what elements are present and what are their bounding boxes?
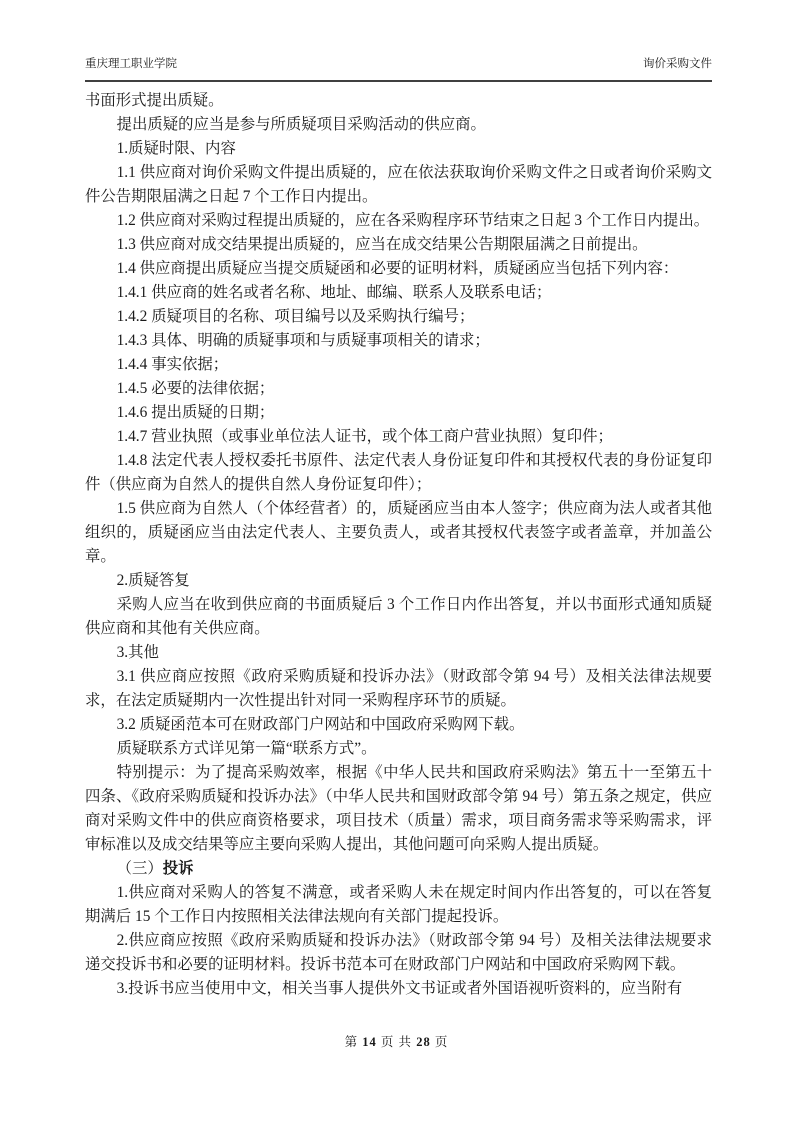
- paragraph: 提出质疑的应当是参与所质疑项目采购活动的供应商。: [116, 116, 486, 133]
- paragraph-continuation: 书面形式提出质疑。: [85, 92, 224, 109]
- header-right-text: 询价采购文件: [643, 58, 712, 70]
- clause-1-4-5: 1.4.5 必要的法律依据；: [116, 380, 275, 397]
- clause-1-4-8: 1.4.8 法定代表人授权委托书原件、法定代表人身份证复印件和其授权代表的身份证复印件（供应商为自然人的提供自然人身份证复印件）；: [85, 452, 712, 493]
- clause-1-5: 1.5 供应商为自然人（个体经营者）的，质疑函应当由本人签字；供应商为法人或者其他组织的，质疑函应当由法定代表人、主要负责人，或者其授权代表签字或者盖章，并加盖公章。: [85, 500, 712, 565]
- document-body: [85, 89, 712, 1001]
- numbered-heading-1: 1.质疑时限、内容: [116, 140, 236, 157]
- clause-1-4-3: 1.4.3 具体、明确的质疑事项和与质疑事项相关的请求；: [116, 332, 490, 349]
- clause-1-4-4: 1.4.4 事实依据；: [116, 356, 229, 373]
- clause-1-4: 1.4 供应商提出质疑应当提交质疑函和必要的证明材料，质疑函应当包括下列内容：: [116, 260, 679, 277]
- clause-1-4-7: 1.4.7 营业执照（或事业单位法人证书，或个体工商户营业执照）复印件；: [116, 428, 613, 445]
- clause-1-2: 1.2 供应商对采购过程提出质疑的，应在各采购程序环节结束之日起 3 个工作日内提出。: [116, 212, 710, 229]
- complaint-clause-3: 3.投诉书应当使用中文，相关当事人提供外文书证或者外国语视听资料的，应当附有: [116, 980, 683, 997]
- complaint-clause-2: 2.供应商应按照《政府采购质疑和投诉办法》（财政部令第 94 号）及相关法律法规要求递交投诉书和必要的证明材料。投诉书范本可在财政部门户网站和中国政府采购网下载。: [85, 932, 712, 973]
- numbered-heading-2: 2.质疑答复: [116, 572, 190, 589]
- clause-1-4-6: 1.4.6 提出质疑的日期；: [116, 404, 275, 421]
- numbered-heading-3: 3.其他: [116, 644, 159, 661]
- page-number: 第 14 页 共 28 页: [344, 1035, 449, 1049]
- header-left-text: 重庆理工职业学院: [85, 58, 177, 70]
- page-footer: [0, 1032, 793, 1050]
- complaint-clause-1: 1.供应商对采购人的答复不满意，或者采购人未在规定时间内作出答复的，可以在答复期满后 15 个工作日内按照相关法律法规向有关部门提起投诉。: [85, 884, 712, 925]
- paragraph: 质疑联系方式详见第一篇“联系方式”。: [116, 740, 377, 757]
- clause-1-4-2: 1.4.2 质疑项目的名称、项目编号以及采购执行编号；: [116, 308, 475, 325]
- section-heading-complaint: （三）投诉: [116, 860, 194, 877]
- special-note: 特别提示：为了提高采购效率，根据《中华人民共和国政府采购法》第五十一至第五十四条、《政府采购质疑和投诉办法》（中华人民共和国财政部令第 94 号）第五条之规定，供应商对采购文件中的供应商资格要求，项目技术（质量）需求，项目商务需求等采购需求，评审标准以及成交结果等应主要向采购人提出，其他问题可向采购人提出质疑。: [85, 764, 712, 853]
- page-header: [85, 55, 712, 82]
- clause-1-4-1: 1.4.1 供应商的姓名或者名称、地址、邮编、联系人及联系电话；: [116, 284, 552, 301]
- paragraph: 采购人应当在收到供应商的书面质疑后 3 个工作日内作出答复，并以书面形式通知质疑供应商和其他有关供应商。: [85, 596, 712, 637]
- clause-3-2: 3.2 质疑函范本可在财政部门户网站和中国政府采购网下载。: [116, 716, 525, 733]
- clause-1-1: 1.1 供应商对询价采购文件提出质疑的，应在依法获取询价采购文件之日或者询价采购文件公告期限届满之日起 7 个工作日内提出。: [85, 164, 712, 205]
- clause-1-3: 1.3 供应商对成交结果提出质疑的，应当在成交结果公告期限届满之日前提出。: [116, 236, 648, 253]
- clause-3-1: 3.1 供应商应按照《政府采购质疑和投诉办法》（财政部令第 94 号）及相关法律法规要求，在法定质疑期内一次性提出针对同一采购程序环节的质疑。: [85, 668, 712, 709]
